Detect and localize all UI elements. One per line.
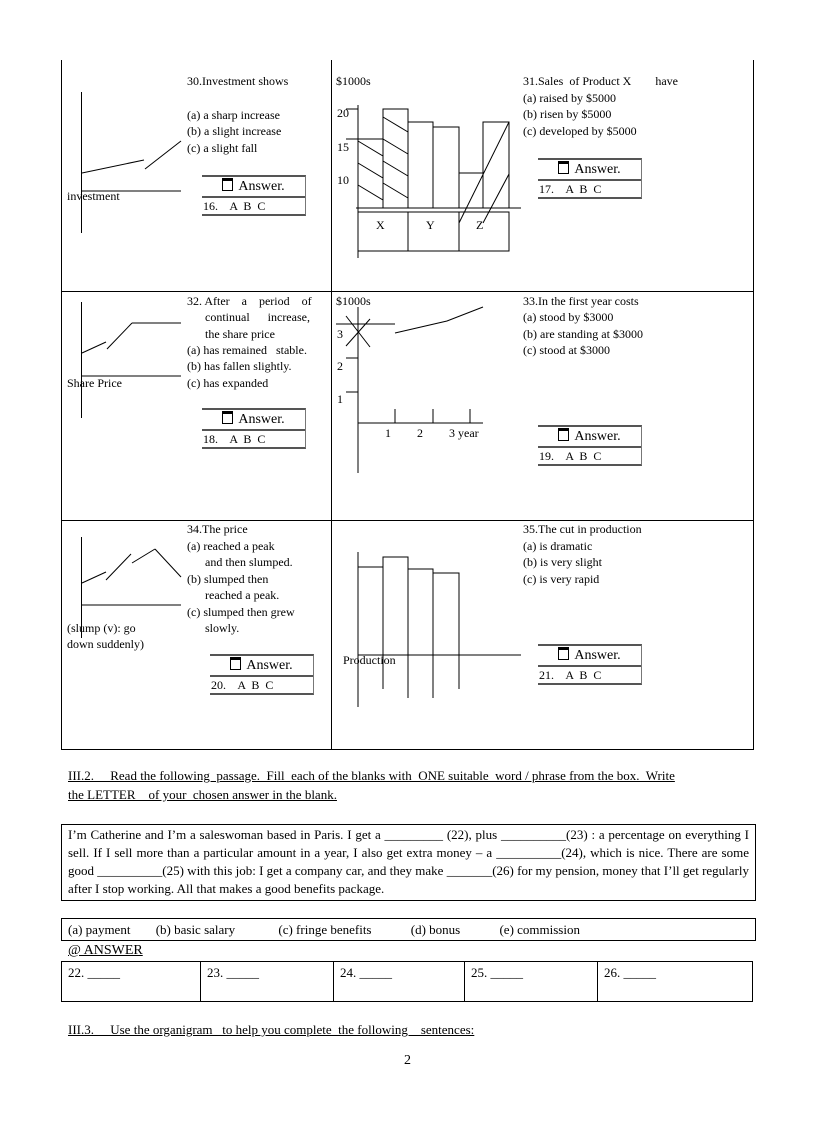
sales-bar-chart: [346, 105, 521, 258]
option-c: (c) a slight fall: [187, 141, 258, 155]
answer-box-17[interactable]: [538, 158, 642, 199]
word-option: (c) fringe benefits: [278, 922, 372, 937]
option-b-cont: reached a peak.: [205, 588, 280, 602]
answer-box-20[interactable]: [210, 654, 314, 695]
answer-cell-25[interactable]: 25. _____: [465, 962, 598, 1001]
option-a: (a) raised by $5000: [523, 91, 616, 105]
option-b: (b) has fallen slightly.: [187, 359, 292, 373]
word-option: (b) basic salary: [155, 922, 236, 937]
option-b: (b) is very slight: [523, 555, 602, 569]
word-option: (a) payment: [68, 922, 131, 937]
y-tick: 3: [337, 327, 343, 341]
bar-x2: [383, 109, 408, 208]
y-tick: 1: [337, 392, 343, 406]
answer-cell-22[interactable]: 22. _____: [62, 962, 201, 1001]
option-c: (c) stood at $3000: [523, 343, 610, 357]
option-c: (c) is very rapid: [523, 572, 600, 586]
section-2-instruction-cont: the LETTER of your chosen answer in the blank.: [68, 787, 337, 802]
option-a: (a) stood by $3000: [523, 310, 614, 324]
option-a-cont: and then slumped.: [205, 555, 293, 569]
y-tick: 2: [337, 359, 343, 373]
question-35-title: 35.The cut in production: [523, 522, 642, 536]
option-b: (b) are standing at $3000: [523, 327, 643, 341]
axis-label: Share Price: [67, 376, 122, 390]
x-tick: 3 year: [449, 426, 479, 440]
answer-cell-23[interactable]: 23. _____: [201, 962, 334, 1001]
answer-choices[interactable]: 16. A B C: [203, 199, 266, 213]
bar-label: X: [376, 218, 385, 232]
bar-z1: [459, 173, 483, 208]
checkbox-icon: [558, 428, 569, 441]
glossary-note: (slump (v): go: [67, 621, 136, 635]
word-box: [61, 918, 756, 941]
option-c-cont: slowly.: [205, 621, 240, 635]
x-tick: 2: [417, 426, 423, 440]
section-3-instruction: III.3. Use the organigram to help you complete the following sentences:: [68, 1022, 475, 1037]
option-b: (b) slumped then: [187, 572, 269, 586]
option-a: (a) reached a peak: [187, 539, 275, 553]
bar-y1: [408, 122, 433, 208]
answer-label: Answer.: [238, 412, 285, 427]
answer-label: Answer.: [574, 429, 621, 444]
section-2-instruction: III.2. Read the following passage. Fill each of the blanks with ONE suitable word / phrase from the box. Write: [68, 768, 675, 783]
checkbox-icon: [230, 657, 241, 670]
question-32-title: 32. After a period of: [187, 294, 312, 308]
costs-line-graph: [336, 307, 483, 473]
answer-choices[interactable]: 18. A B C: [203, 432, 266, 446]
option-c: (c) developed by $5000: [523, 124, 637, 138]
x-tick: 1: [385, 426, 391, 440]
answer-choices[interactable]: 17. A B C: [539, 182, 602, 196]
answer-table: [61, 961, 753, 1002]
option-b: (b) a slight increase: [187, 124, 282, 138]
share-price-graph: [81, 302, 181, 418]
chart-unit: $1000s: [336, 294, 371, 308]
answer-choices[interactable]: 20. A B C: [211, 678, 274, 692]
answer-label: Answer.: [246, 658, 293, 673]
word-option: (d) bonus: [410, 922, 461, 937]
investment-graph: [81, 92, 181, 233]
question-34-title: 34.The price: [187, 522, 248, 536]
answer-box-18[interactable]: [202, 408, 306, 449]
bar-label: Z: [476, 218, 484, 232]
answer-label: Answer.: [574, 648, 621, 663]
checkbox-icon: [558, 161, 569, 174]
option-b: (b) risen by $5000: [523, 107, 612, 121]
bar-z2: [483, 122, 509, 208]
y-tick: 10: [337, 173, 349, 187]
axis-label: investment: [67, 189, 120, 203]
word-option: (e) commission: [499, 922, 580, 937]
answer-label: Answer.: [238, 179, 285, 194]
bar-label: Y: [426, 218, 435, 232]
option-a: (a) has remained stable.: [187, 343, 307, 357]
option-a: (a) a sharp increase: [187, 108, 280, 122]
question-33-title: 33.In the first year costs: [523, 294, 639, 308]
answer-box-16[interactable]: [202, 175, 306, 216]
y-tick: 15: [337, 140, 349, 154]
axis-label: Production: [343, 653, 396, 667]
bar-y2: [433, 127, 459, 208]
question-text: continual increase,: [205, 310, 310, 324]
answer-heading: @ ANSWER: [68, 943, 143, 958]
option-a: (a) is dramatic: [523, 539, 593, 553]
reading-passage: I’m Catherine and I’m a saleswoman based in Paris. I get a _________ (22), plus __________(23) : a percentage on everything I sell. If I sell more than a particular amount in a year, I also get extra money – a __________(24), which is nice. There are some good __________(25) with this job: I get a company car, and they make _______(26) for my pension, money that I’ll get regularly after I stop working. All that makes a good benefits package.: [61, 824, 756, 901]
chart-unit: $1000s: [336, 74, 371, 88]
y-tick: 20: [337, 106, 349, 120]
answer-cell-26[interactable]: 26. _____: [604, 965, 656, 980]
answer-label: Answer.: [574, 162, 621, 177]
answer-box-19[interactable]: [538, 425, 642, 466]
answer-choices[interactable]: 21. A B C: [539, 668, 602, 682]
option-c: (c) slumped then grew: [187, 605, 295, 619]
question-text: the share price: [205, 327, 275, 341]
checkbox-icon: [222, 178, 233, 191]
page-number: 2: [404, 1053, 411, 1068]
production-graph: [358, 552, 521, 707]
glossary-note: down suddenly): [67, 637, 144, 651]
option-c: (c) has expanded: [187, 376, 269, 390]
answer-box-21[interactable]: [538, 644, 642, 685]
checkbox-icon: [222, 411, 233, 424]
answer-choices[interactable]: 19. A B C: [539, 449, 602, 463]
question-31-title: 31.Sales of Product X have: [523, 74, 678, 88]
question-30-title: 30.Investment shows: [187, 74, 289, 88]
checkbox-icon: [558, 647, 569, 660]
answer-cell-24[interactable]: 24. _____: [334, 962, 465, 1001]
